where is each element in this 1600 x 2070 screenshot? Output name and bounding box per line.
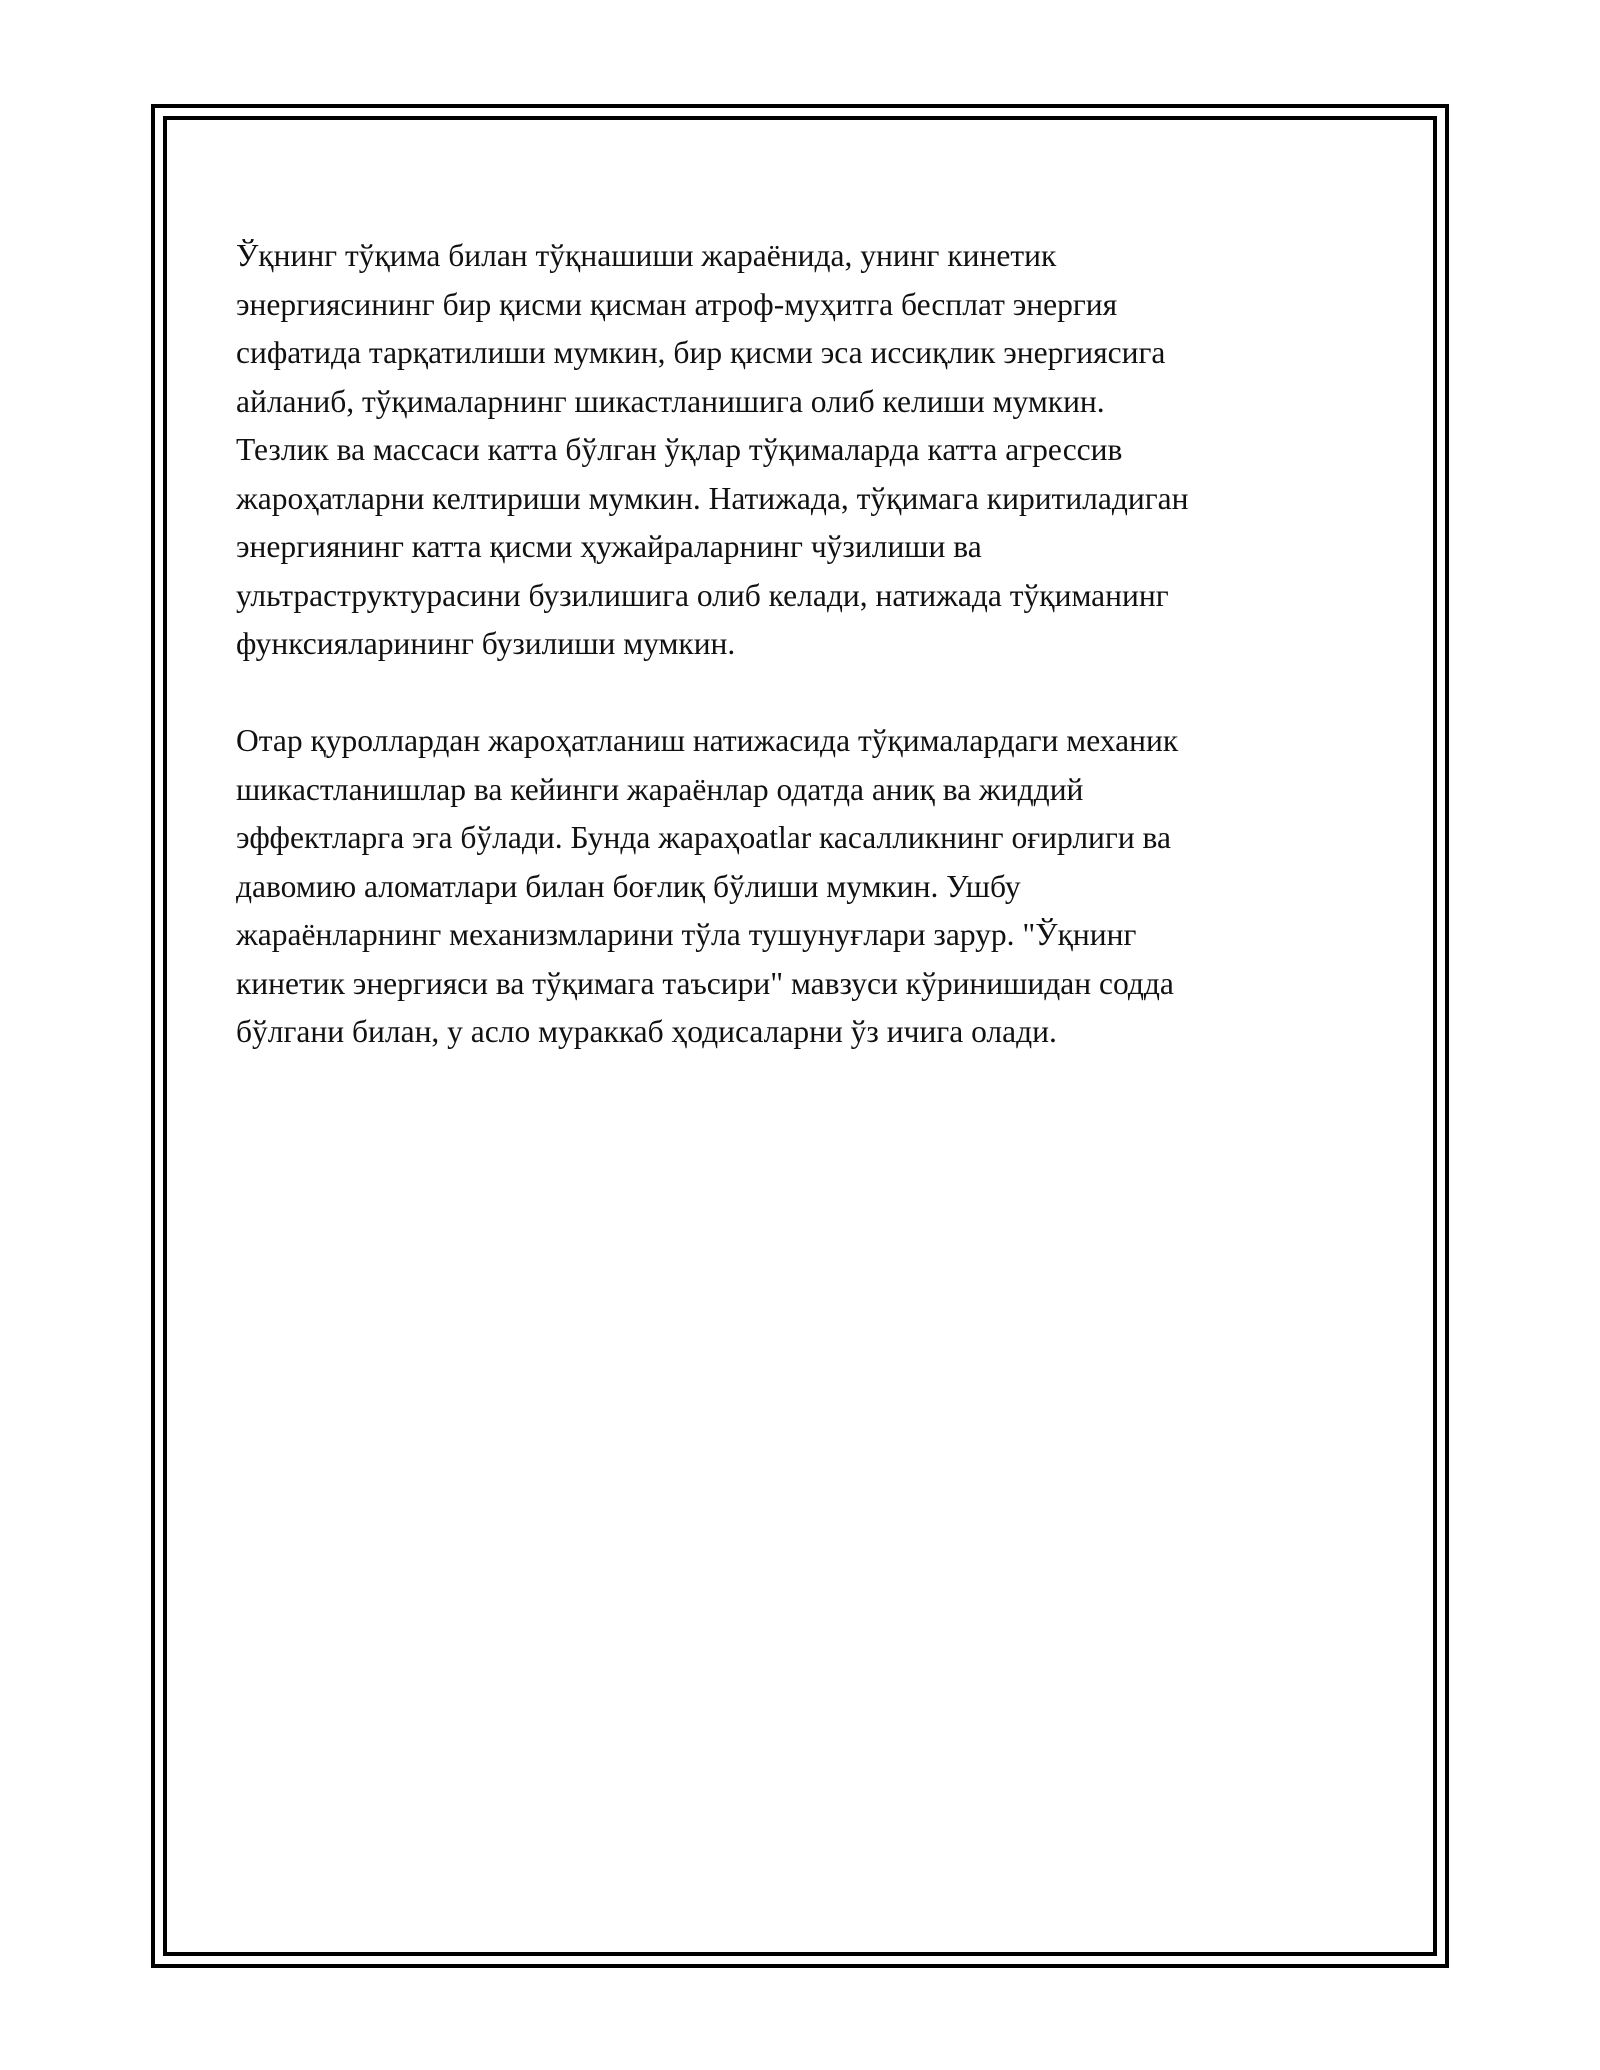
document-body [236, 232, 1366, 1105]
paragraph-line: эффектларга эга бўлади. Бунда жараҳoatlar касалликнинг оғирлиги ва [236, 820, 1171, 855]
paragraph-line: энергиянинг катта қисми ҳужайраларнинг чўзилиши ва [236, 529, 982, 564]
paragraph-line: айланиб, тўқималарнинг шикастланишига олиб келиши мумкин. [236, 383, 1105, 419]
paragraph-line: Тезлик ва массаси катта бўлган ўқлар тўқималарда катта агрессив [236, 432, 1123, 467]
paragraph-line: жараёнларнинг механизмларини тўла тушунуғлари зарур. "Ўқнинг [236, 917, 1137, 952]
paragraph-line: жароҳатларни келтириши мумкин. Натижада, тўқимага киритиладиган [236, 480, 1189, 516]
paragraph-1 [236, 232, 1366, 669]
paragraph-line: Ўқнинг тўқима билан тўқнашиши жараёнида, унинг кинетик [236, 238, 1057, 273]
paragraph-line: функсияларининг бузилиши мумкин. [236, 626, 736, 661]
paragraph-line: бўлгани билан, у асло мураккаб ҳодисаларни ўз ичига олади. [236, 1014, 1057, 1049]
paragraph-line: энергиясининг бир қисми қисман атроф-муҳитга бесплат энергия [236, 286, 1118, 322]
paragraph-line: кинетик энергияси ва тўқимага таъсири" мавзуси кўринишидан содда [236, 965, 1174, 1001]
paragraph-line: сифатида тарқатилиши мумкин, бир қисми эса иссиқлик энергиясига [236, 335, 1166, 370]
paragraph-line: шикастланишлар ва кейинги жараёнлар одатда аниқ ва жиддий [236, 771, 1084, 807]
paragraph-line: давомию аломатлари билан боғлиқ бўлиши мумкин. Ушбу [236, 868, 1021, 904]
paragraph-line: ультраструктурасини бузилишига олиб келади, натижада тўқиманинг [236, 577, 1169, 613]
paragraph-2 [236, 717, 1366, 1057]
paragraph-line: Отар қуроллардан жароҳатланиш натижасида тўқималардаги механик [236, 723, 1179, 758]
